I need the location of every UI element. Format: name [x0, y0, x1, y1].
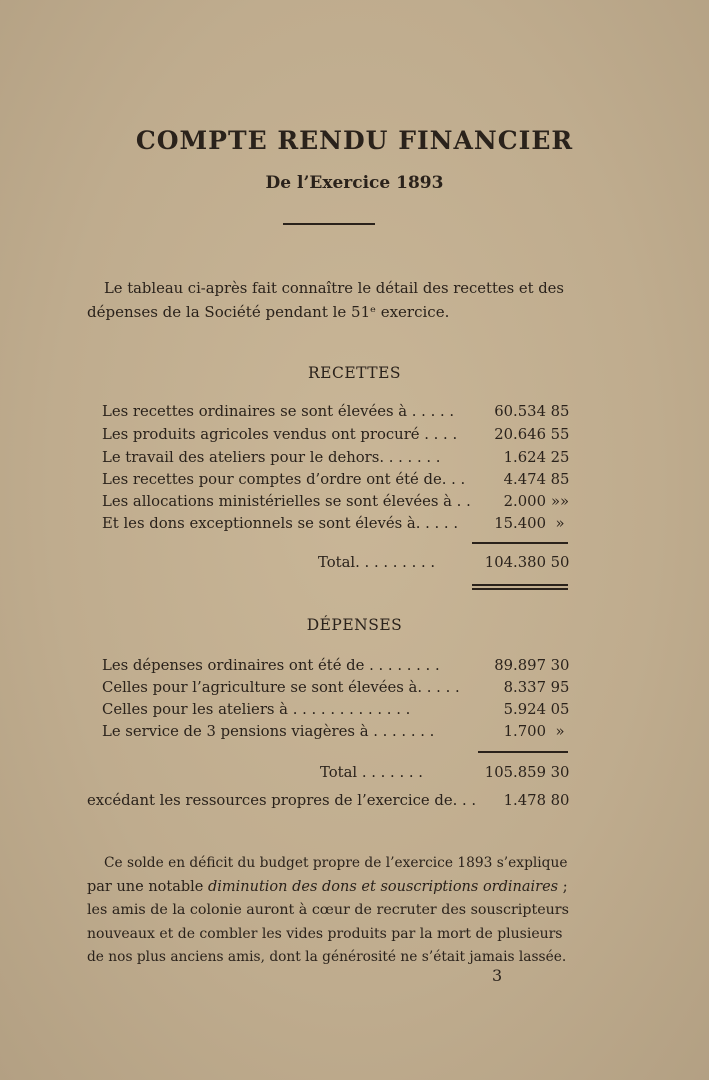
row-cents: »»	[550, 493, 570, 510]
row-amount: 1.624	[503, 449, 546, 466]
row-label: Celles pour les ateliers à . . . . . . . . . . . . .	[102, 701, 411, 718]
page-title: COMPTE RENDU FINANCIER	[135, 126, 574, 155]
row-label: Le service de 3 pensions viagères à . . . . . . .	[102, 723, 435, 740]
row-cents: 85	[550, 403, 570, 420]
total-amount: 105.859	[484, 764, 546, 781]
row-cents: 25	[550, 449, 570, 466]
sum-rule	[478, 751, 568, 753]
row-cents: 30	[550, 657, 570, 674]
excess-amount: 1.478	[503, 792, 546, 809]
intro-line-2: dépenses de la Société pendant le 51ᵉ exercice.	[87, 302, 450, 321]
row-label: Les dépenses ordinaires ont été de . . . . . . . .	[102, 657, 440, 674]
excess-label: excédant les ressources propres de l’exercice de. . .	[87, 792, 477, 809]
total-amount: 104.380	[484, 554, 546, 571]
row-label: Les recettes ordinaires se sont élevées à . . . . .	[102, 403, 455, 420]
row-label: Les recettes pour comptes d’ordre ont été de. . .	[102, 471, 466, 488]
closing-line-2-italic: diminution des dons et souscriptions ordinaires	[207, 878, 559, 895]
row-label: Celles pour l’agriculture se sont élevées à. . . . .	[102, 679, 460, 696]
title-divider	[283, 223, 375, 225]
row-amount: 15.400	[494, 515, 546, 532]
closing-line-4: nouveaux et de combler les vides produits par la mort de plusieurs	[87, 925, 563, 942]
closing-line-3: les amis de la colonie auront à cœur de recruter des souscripteurs	[87, 902, 569, 918]
row-amount: 1.700	[503, 723, 546, 740]
total-cents: 50	[550, 554, 570, 571]
closing-line-2-end: ;	[558, 878, 568, 895]
row-amount: 5.924	[503, 701, 546, 718]
page-subtitle: De l’Exercice 1893	[265, 173, 444, 193]
total-label: Total . . . . . . .	[320, 764, 423, 781]
row-label: Les allocations ministérielles se sont élevées à . .	[102, 493, 471, 510]
row-cents: »	[555, 515, 565, 532]
row-label: Le travail des ateliers pour le dehors. . . . . . .	[102, 449, 441, 466]
excess-cents: 80	[550, 792, 570, 809]
total-label: Total. . . . . . . . .	[318, 554, 436, 571]
closing-line-2-start: par une notable	[87, 878, 208, 895]
sum-rule	[472, 542, 568, 544]
row-cents: »	[555, 723, 565, 740]
row-cents: 55	[550, 426, 570, 443]
row-amount: 89.897	[494, 657, 546, 674]
row-amount: 8.337	[503, 679, 546, 696]
double-rule-top	[472, 584, 568, 586]
intro-line-1: Le tableau ci-après fait connaître le détail des recettes et des	[104, 280, 564, 297]
row-amount: 2.000	[503, 493, 546, 510]
row-amount: 60.534	[494, 403, 546, 420]
total-cents: 30	[550, 764, 570, 781]
closing-line-5: de nos plus anciens amis, dont la générosité ne s’était jamais lassée.	[87, 949, 567, 965]
row-cents: 05	[550, 701, 570, 718]
closing-paragraph	[87, 852, 569, 970]
row-cents: 85	[550, 471, 570, 488]
depenses-heading: DÉPENSES	[306, 616, 403, 634]
closing-line-1: Ce solde en déficit du budget propre de l’exercice 1893 s’explique	[104, 855, 568, 871]
double-rule-bottom	[472, 588, 568, 590]
page-number: 3	[492, 966, 503, 985]
row-label: Les produits agricoles vendus ont procuré . . . .	[102, 426, 458, 443]
row-label: Et les dons exceptionnels se sont élevés à. . . . .	[102, 515, 459, 532]
closing-line-2	[87, 876, 569, 900]
row-amount: 20.646	[494, 426, 546, 443]
row-amount: 4.474	[503, 471, 546, 488]
recettes-heading: RECETTES	[307, 364, 402, 382]
intro-paragraph	[87, 278, 569, 323]
row-cents: 95	[550, 679, 570, 696]
